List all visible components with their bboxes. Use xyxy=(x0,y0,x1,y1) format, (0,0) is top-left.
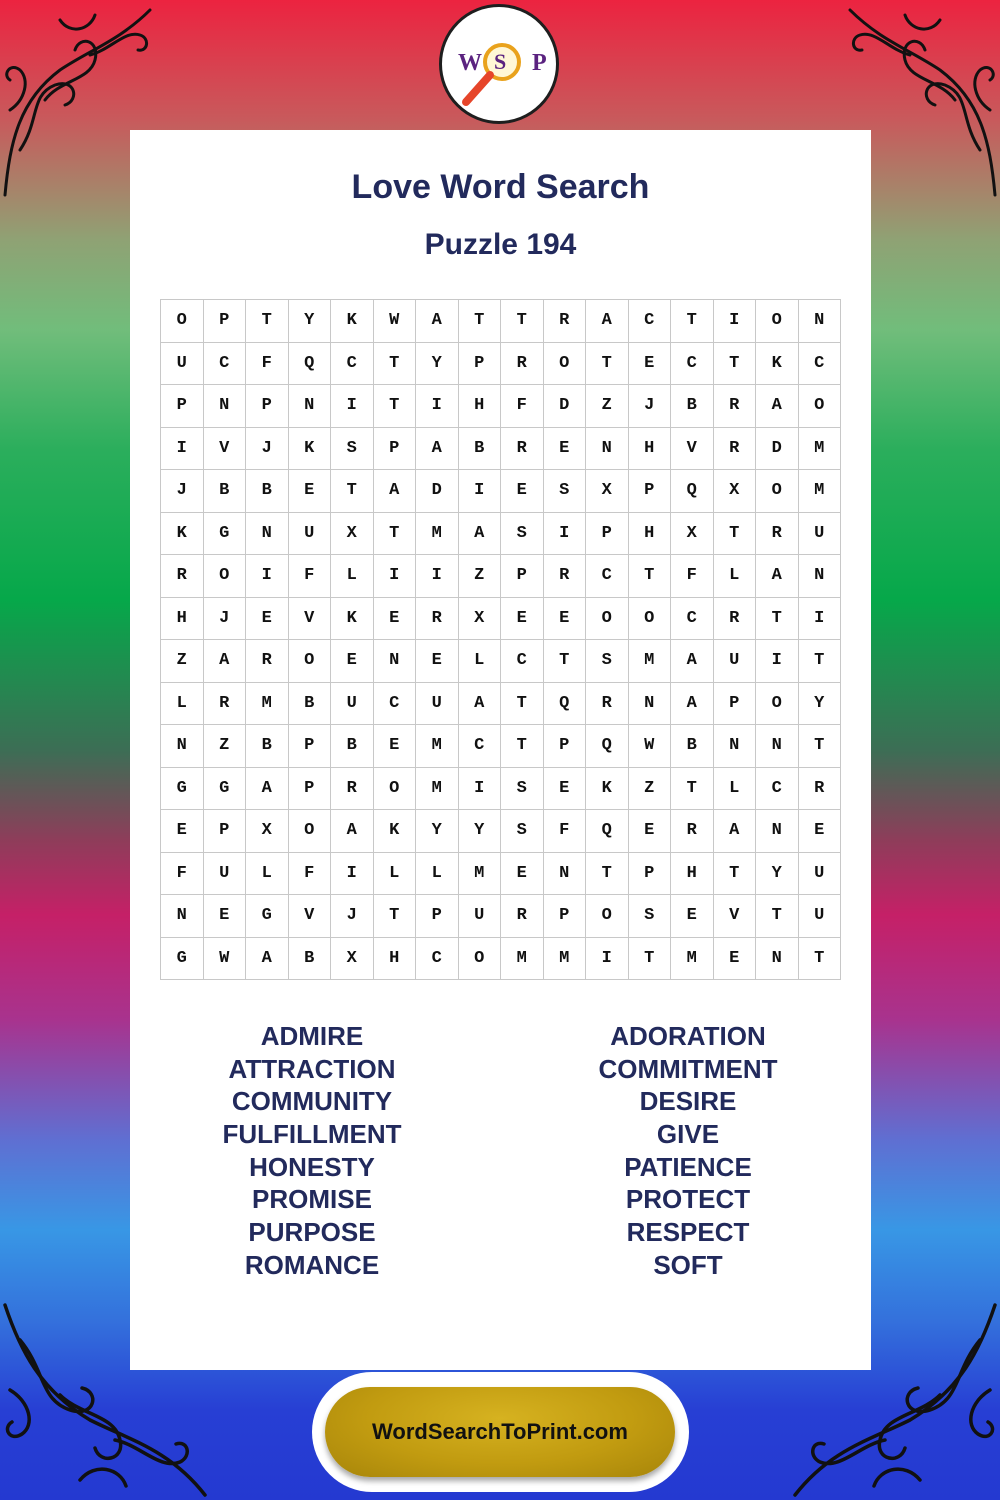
grid-cell: P xyxy=(459,343,502,386)
grid-cell: A xyxy=(714,810,757,853)
grid-cell: M xyxy=(544,938,587,981)
grid-cell: U xyxy=(416,683,459,726)
grid-cell: P xyxy=(289,725,332,768)
grid-cell: H xyxy=(629,513,672,556)
grid-cell: O xyxy=(756,300,799,343)
grid-cell: R xyxy=(799,768,842,811)
grid-cell: E xyxy=(544,428,587,471)
grid-cell: C xyxy=(204,343,247,386)
grid-cell: J xyxy=(629,385,672,428)
grid-cell: K xyxy=(374,810,417,853)
grid-cell: X xyxy=(246,810,289,853)
word-item: HONESTY xyxy=(249,1151,375,1182)
grid-cell: E xyxy=(714,938,757,981)
grid-cell: E xyxy=(501,598,544,641)
grid-cell: E xyxy=(799,810,842,853)
grid-cell: T xyxy=(629,555,672,598)
grid-cell: T xyxy=(331,470,374,513)
grid-cell: X xyxy=(586,470,629,513)
grid-cell: P xyxy=(289,768,332,811)
grid-cell: C xyxy=(671,598,714,641)
grid-cell: N xyxy=(756,938,799,981)
grid-cell: U xyxy=(331,683,374,726)
grid-cell: A xyxy=(331,810,374,853)
grid-cell: M xyxy=(501,938,544,981)
grid-cell: R xyxy=(501,343,544,386)
grid-cell: I xyxy=(459,768,502,811)
grid-cell: Q xyxy=(586,810,629,853)
grid-cell: B xyxy=(671,725,714,768)
grid-cell: N xyxy=(246,513,289,556)
word-list-left xyxy=(162,1020,462,1282)
grid-cell: V xyxy=(671,428,714,471)
grid-cell: T xyxy=(501,725,544,768)
grid-cell: F xyxy=(161,853,204,896)
grid-cell: H xyxy=(671,853,714,896)
word-item: PATIENCE xyxy=(624,1151,752,1182)
grid-cell: U xyxy=(289,513,332,556)
grid-cell: T xyxy=(799,938,842,981)
grid-cell: T xyxy=(671,300,714,343)
grid-cell: H xyxy=(161,598,204,641)
grid-cell: P xyxy=(204,810,247,853)
grid-cell: M xyxy=(799,470,842,513)
grid-cell: V xyxy=(289,895,332,938)
grid-cell: O xyxy=(204,555,247,598)
grid-cell: L xyxy=(374,853,417,896)
grid-cell: J xyxy=(331,895,374,938)
grid-cell: E xyxy=(416,640,459,683)
grid-cell: W xyxy=(374,300,417,343)
grid-cell: E xyxy=(629,343,672,386)
grid-cell: H xyxy=(459,385,502,428)
grid-cell: R xyxy=(714,428,757,471)
grid-cell: Y xyxy=(459,810,502,853)
grid-cell: Z xyxy=(629,768,672,811)
grid-cell: N xyxy=(756,725,799,768)
grid-cell: A xyxy=(246,938,289,981)
grid-cell: L xyxy=(161,683,204,726)
grid-cell: O xyxy=(161,300,204,343)
grid-cell: E xyxy=(501,470,544,513)
grid-cell: G xyxy=(161,768,204,811)
grid-cell: T xyxy=(246,300,289,343)
grid-cell: P xyxy=(161,385,204,428)
grid-cell: C xyxy=(331,343,374,386)
word-item: ATTRACTION xyxy=(228,1053,396,1084)
grid-cell: G xyxy=(246,895,289,938)
grid-cell: U xyxy=(204,853,247,896)
word-item: ADMIRE xyxy=(260,1021,364,1051)
grid-cell: U xyxy=(799,513,842,556)
grid-cell: K xyxy=(289,428,332,471)
grid-cell: R xyxy=(544,555,587,598)
grid-cell: T xyxy=(799,640,842,683)
grid-cell: R xyxy=(714,598,757,641)
grid-cell: X xyxy=(331,938,374,981)
grid-cell: Q xyxy=(289,343,332,386)
grid-cell: T xyxy=(586,853,629,896)
grid-cell: P xyxy=(586,513,629,556)
grid-cell: L xyxy=(246,853,289,896)
grid-cell: S xyxy=(331,428,374,471)
grid-cell: Z xyxy=(204,725,247,768)
grid-cell: R xyxy=(416,598,459,641)
grid-cell: M xyxy=(416,513,459,556)
grid-cell: F xyxy=(246,343,289,386)
grid-cell: P xyxy=(416,895,459,938)
grid-cell: E xyxy=(161,810,204,853)
grid-cell: C xyxy=(586,555,629,598)
grid-cell: P xyxy=(544,725,587,768)
grid-cell: E xyxy=(204,895,247,938)
grid-cell: G xyxy=(161,938,204,981)
grid-cell: R xyxy=(331,768,374,811)
grid-cell: X xyxy=(671,513,714,556)
grid-cell: A xyxy=(204,640,247,683)
grid-cell: D xyxy=(416,470,459,513)
word-item: FULFILLMENT xyxy=(222,1119,402,1150)
grid-cell: T xyxy=(374,385,417,428)
grid-cell: A xyxy=(756,385,799,428)
word-item: ROMANCE xyxy=(244,1249,380,1280)
grid-cell: V xyxy=(289,598,332,641)
logo-letter-w: W xyxy=(458,50,482,76)
grid-cell: N xyxy=(586,428,629,471)
grid-cell: I xyxy=(714,300,757,343)
grid-cell: J xyxy=(161,470,204,513)
grid-cell: D xyxy=(756,428,799,471)
grid-cell: I xyxy=(586,938,629,981)
grid-cell: A xyxy=(416,300,459,343)
grid-cell: C xyxy=(374,683,417,726)
grid-cell: M xyxy=(416,768,459,811)
grid-cell: M xyxy=(246,683,289,726)
grid-cell: U xyxy=(459,895,502,938)
grid-cell: O xyxy=(799,385,842,428)
grid-cell: E xyxy=(629,810,672,853)
grid-cell: S xyxy=(629,895,672,938)
grid-cell: I xyxy=(544,513,587,556)
grid-cell: U xyxy=(799,895,842,938)
grid-cell: R xyxy=(161,555,204,598)
grid-cell: F xyxy=(544,810,587,853)
grid-cell: A xyxy=(671,683,714,726)
grid-cell: T xyxy=(756,598,799,641)
grid-cell: P xyxy=(629,853,672,896)
grid-cell: O xyxy=(459,938,502,981)
grid-cell: L xyxy=(331,555,374,598)
grid-cell: N xyxy=(714,725,757,768)
grid-cell: M xyxy=(671,938,714,981)
grid-cell: M xyxy=(629,640,672,683)
grid-cell: M xyxy=(799,428,842,471)
grid-cell: Z xyxy=(161,640,204,683)
word-item: COMMITMENT xyxy=(598,1053,778,1084)
grid-cell: W xyxy=(629,725,672,768)
word-item: PROTECT xyxy=(625,1184,751,1215)
grid-cell: T xyxy=(714,853,757,896)
grid-cell: E xyxy=(374,725,417,768)
grid-cell: E xyxy=(671,895,714,938)
grid-cell: N xyxy=(756,810,799,853)
grid-cell: T xyxy=(501,300,544,343)
grid-cell: T xyxy=(374,343,417,386)
grid-cell: P xyxy=(246,385,289,428)
grid-cell: O xyxy=(629,598,672,641)
logo-letter-p: P xyxy=(532,50,547,76)
grid-cell: E xyxy=(331,640,374,683)
grid-cell: O xyxy=(544,343,587,386)
grid-cell: P xyxy=(629,470,672,513)
grid-cell: Q xyxy=(586,725,629,768)
grid-cell: W xyxy=(204,938,247,981)
grid-cell: I xyxy=(416,385,459,428)
grid-cell: S xyxy=(501,513,544,556)
grid-cell: K xyxy=(586,768,629,811)
word-item: RESPECT xyxy=(626,1217,750,1248)
grid-cell: S xyxy=(501,810,544,853)
grid-cell: F xyxy=(289,555,332,598)
grid-cell: I xyxy=(246,555,289,598)
word-item: PURPOSE xyxy=(248,1217,376,1248)
grid-cell: O xyxy=(586,598,629,641)
grid-cell: L xyxy=(459,640,502,683)
grid-cell: I xyxy=(331,385,374,428)
grid-cell: A xyxy=(416,428,459,471)
grid-cell: C xyxy=(416,938,459,981)
grid-cell: I xyxy=(459,470,502,513)
grid-cell: B xyxy=(331,725,374,768)
grid-cell: A xyxy=(586,300,629,343)
grid-cell: P xyxy=(544,895,587,938)
grid-cell: D xyxy=(544,385,587,428)
grid-cell: E xyxy=(246,598,289,641)
grid-cell: T xyxy=(629,938,672,981)
grid-cell: O xyxy=(756,470,799,513)
grid-cell: I xyxy=(416,555,459,598)
grid-cell: H xyxy=(374,938,417,981)
grid-cell: A xyxy=(459,683,502,726)
grid-cell: Y xyxy=(756,853,799,896)
grid-cell: R xyxy=(501,428,544,471)
grid-cell: O xyxy=(586,895,629,938)
grid-cell: C xyxy=(459,725,502,768)
grid-cell: L xyxy=(416,853,459,896)
grid-cell: N xyxy=(161,725,204,768)
logo-letter-s: S xyxy=(494,49,507,74)
grid-cell: T xyxy=(756,895,799,938)
grid-cell: Y xyxy=(416,810,459,853)
grid-cell: U xyxy=(714,640,757,683)
grid-cell: S xyxy=(544,470,587,513)
grid-cell: R xyxy=(586,683,629,726)
grid-cell: A xyxy=(246,768,289,811)
grid-cell: E xyxy=(544,768,587,811)
puzzle-panel xyxy=(130,130,871,1370)
grid-cell: C xyxy=(756,768,799,811)
grid-cell: K xyxy=(331,598,374,641)
grid-cell: Z xyxy=(459,555,502,598)
grid-cell: M xyxy=(459,853,502,896)
grid-cell: T xyxy=(586,343,629,386)
grid-cell: B xyxy=(671,385,714,428)
grid-cell: K xyxy=(331,300,374,343)
wsp-logo xyxy=(439,4,559,124)
grid-cell: T xyxy=(671,768,714,811)
website-link-text: WordSearchToPrint.com xyxy=(372,1419,628,1444)
grid-cell: L xyxy=(714,768,757,811)
grid-cell: E xyxy=(544,598,587,641)
word-item: DESIRE xyxy=(639,1086,737,1117)
grid-cell: S xyxy=(501,768,544,811)
grid-cell: I xyxy=(756,640,799,683)
grid-cell: T xyxy=(799,725,842,768)
grid-cell: R xyxy=(246,640,289,683)
grid-cell: A xyxy=(374,470,417,513)
grid-cell: Q xyxy=(544,683,587,726)
grid-cell: I xyxy=(161,428,204,471)
grid-cell: B xyxy=(246,725,289,768)
grid-cell: P xyxy=(374,428,417,471)
grid-cell: A xyxy=(459,513,502,556)
grid-cell: U xyxy=(161,343,204,386)
grid-cell: R xyxy=(544,300,587,343)
grid-cell: E xyxy=(501,853,544,896)
grid-cell: Y xyxy=(799,683,842,726)
grid-cell: F xyxy=(671,555,714,598)
grid-cell: N xyxy=(629,683,672,726)
grid-cell: X xyxy=(331,513,374,556)
grid-cell: F xyxy=(289,853,332,896)
grid-cell: N xyxy=(799,300,842,343)
grid-cell: H xyxy=(629,428,672,471)
grid-cell: N xyxy=(204,385,247,428)
grid-cell: P xyxy=(204,300,247,343)
grid-cell: E xyxy=(289,470,332,513)
grid-cell: O xyxy=(289,640,332,683)
grid-cell: Z xyxy=(586,385,629,428)
grid-cell: J xyxy=(204,598,247,641)
grid-cell: C xyxy=(671,343,714,386)
grid-cell: S xyxy=(586,640,629,683)
grid-cell: F xyxy=(501,385,544,428)
grid-cell: T xyxy=(714,343,757,386)
grid-cell: Q xyxy=(671,470,714,513)
grid-cell: K xyxy=(161,513,204,556)
grid-cell: B xyxy=(289,683,332,726)
grid-cell: I xyxy=(331,853,374,896)
grid-cell: E xyxy=(374,598,417,641)
grid-cell: T xyxy=(501,683,544,726)
grid-cell: A xyxy=(671,640,714,683)
grid-cell: R xyxy=(671,810,714,853)
grid-cell: T xyxy=(714,513,757,556)
word-list-right xyxy=(538,1020,838,1282)
grid-cell: A xyxy=(756,555,799,598)
grid-cell: T xyxy=(544,640,587,683)
page-title: Love Word Search xyxy=(351,168,650,206)
grid-cell: B xyxy=(289,938,332,981)
grid-cell: T xyxy=(374,513,417,556)
grid-cell: O xyxy=(756,683,799,726)
word-item: COMMUNITY xyxy=(231,1086,393,1117)
grid-cell: X xyxy=(714,470,757,513)
grid-cell: T xyxy=(459,300,502,343)
grid-cell: U xyxy=(799,853,842,896)
grid-cell: R xyxy=(501,895,544,938)
grid-cell: N xyxy=(544,853,587,896)
grid-cell: N xyxy=(289,385,332,428)
grid-cell: R xyxy=(204,683,247,726)
grid-cell: I xyxy=(374,555,417,598)
grid-cell: R xyxy=(756,513,799,556)
grid-cell: Y xyxy=(416,343,459,386)
grid-cell: P xyxy=(501,555,544,598)
grid-cell: C xyxy=(799,343,842,386)
grid-cell: N xyxy=(161,895,204,938)
grid-cell: T xyxy=(374,895,417,938)
grid-cell: C xyxy=(501,640,544,683)
grid-cell: R xyxy=(714,385,757,428)
grid-cell: B xyxy=(459,428,502,471)
grid-cell: I xyxy=(799,598,842,641)
grid-cell: N xyxy=(374,640,417,683)
grid-cell: N xyxy=(799,555,842,598)
grid-cell: B xyxy=(246,470,289,513)
grid-cell: K xyxy=(756,343,799,386)
word-item: SOFT xyxy=(653,1249,723,1280)
word-item: ADORATION xyxy=(610,1021,766,1051)
grid-cell: G xyxy=(204,513,247,556)
grid-cell: C xyxy=(629,300,672,343)
grid-cell: X xyxy=(459,598,502,641)
grid-cell: Y xyxy=(289,300,332,343)
word-item: PROMISE xyxy=(252,1184,372,1215)
grid-cell: B xyxy=(204,470,247,513)
grid-cell: M xyxy=(416,725,459,768)
grid-cell: V xyxy=(714,895,757,938)
grid-cell: O xyxy=(374,768,417,811)
grid-cell: J xyxy=(246,428,289,471)
grid-cell: L xyxy=(714,555,757,598)
letter-grid xyxy=(160,299,841,980)
word-item: GIVE xyxy=(656,1119,720,1150)
grid-cell: O xyxy=(289,810,332,853)
grid-cell: P xyxy=(714,683,757,726)
puzzle-number: Puzzle 194 xyxy=(424,228,577,261)
grid-cell: G xyxy=(204,768,247,811)
website-button[interactable] xyxy=(325,1387,675,1477)
grid-cell: V xyxy=(204,428,247,471)
